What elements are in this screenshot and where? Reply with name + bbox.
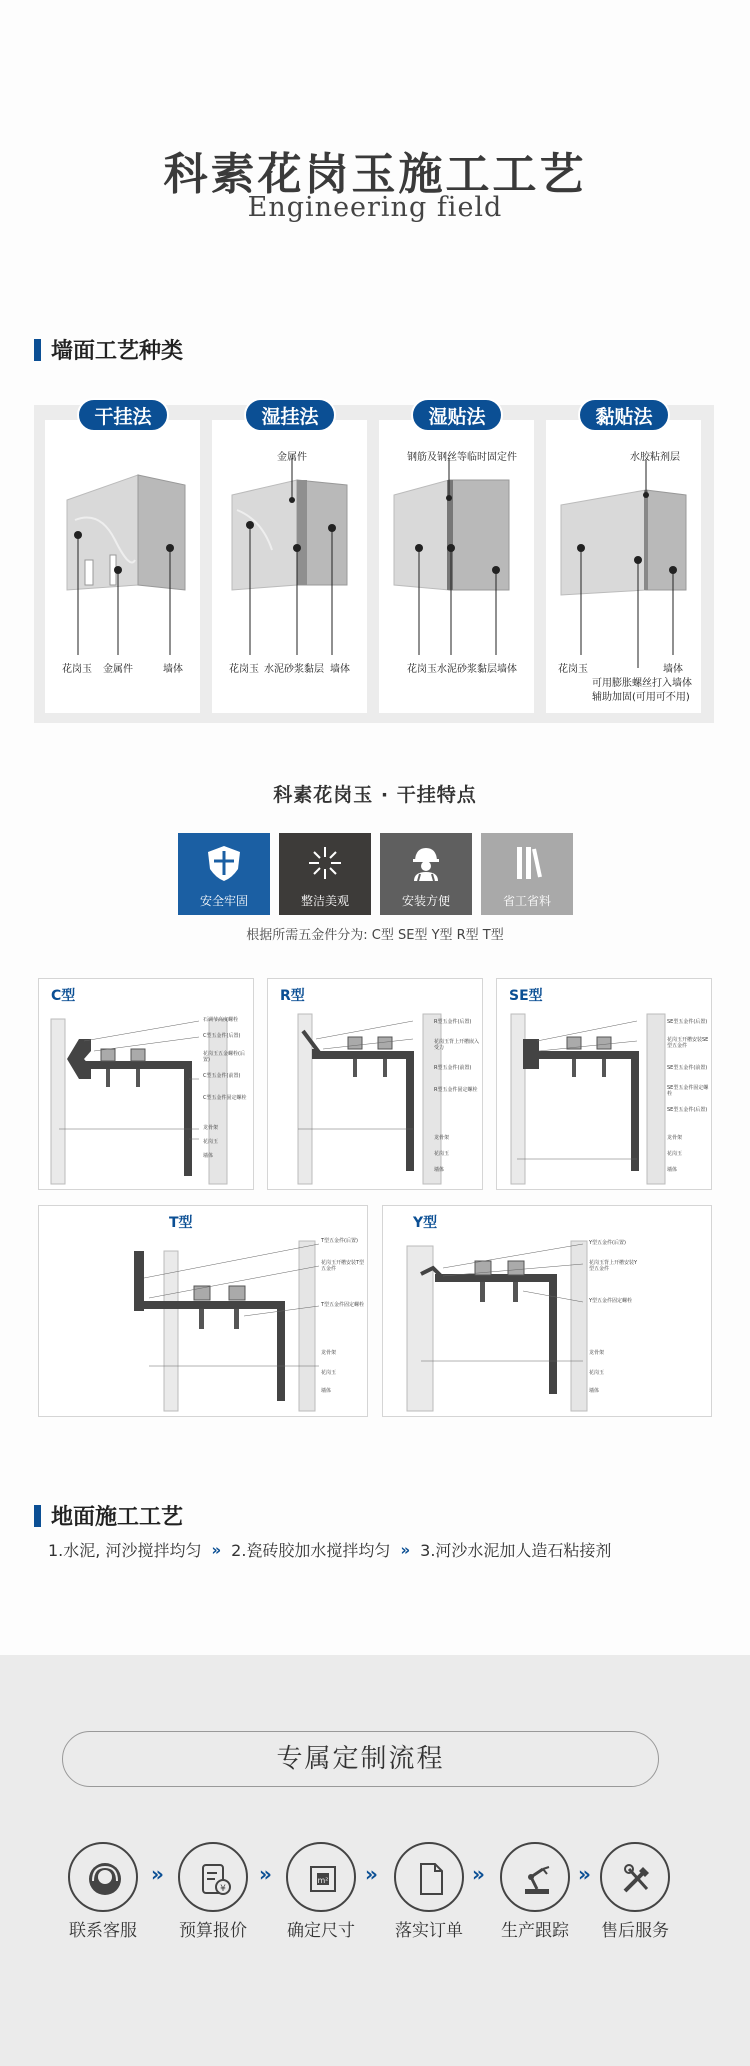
measure-icon	[303, 1859, 343, 1899]
heading-accent-bar	[34, 1505, 41, 1527]
step-place-order[interactable]	[394, 1842, 464, 1912]
diagram-t-type	[38, 1205, 368, 1417]
sparkle-icon	[305, 843, 345, 883]
feature-save-cost	[481, 833, 573, 915]
diagram-label: 墙体	[667, 1167, 678, 1173]
method-label: 钢筋及钢丝等临时固定件	[407, 452, 517, 463]
feature-label: 安全牢固	[199, 894, 248, 908]
diagram-label: 龙骨架	[434, 1135, 450, 1141]
method-tab-wet-paste[interactable]: 湿贴法	[411, 398, 503, 432]
diagram-label: C型五金件(前置)	[203, 1073, 241, 1079]
diagram-label: Y型五金件(后置)	[589, 1240, 626, 1246]
method-label: 水泥砂浆黏层	[437, 664, 497, 675]
step-confirm-size[interactable]	[286, 1842, 356, 1912]
heading-accent-bar	[34, 339, 41, 361]
worker-icon	[406, 843, 446, 883]
t-type-hardware-illustration	[39, 1206, 369, 1418]
svg-text:m²: m²	[317, 1876, 329, 1885]
method-label: 墙体	[330, 664, 350, 675]
floor-section-title: 地面施工工艺	[51, 1505, 184, 1530]
y-type-hardware-illustration	[383, 1206, 713, 1418]
diagram-label: 墙体	[203, 1153, 214, 1159]
method-label: 墙体	[663, 664, 683, 675]
diagram-label: 花岗玉	[321, 1370, 337, 1376]
diagram-label: 花岗玉	[589, 1370, 605, 1376]
diagram-c-type	[38, 978, 254, 1190]
diagram-label: 花岗玉开槽安装T型五金件	[321, 1260, 365, 1272]
feature-clean	[279, 833, 371, 915]
step-label: 售后服务	[601, 1921, 669, 1941]
method-label: 水胶粘剂层	[630, 452, 680, 463]
custom-flow-title: 专属定制流程	[62, 1731, 659, 1787]
double-arrow-icon: »	[400, 1540, 411, 1559]
diagram-label: SE型五金件(后置)	[667, 1107, 708, 1113]
step-label: 预算报价	[179, 1921, 247, 1941]
method-label: 花岗玉	[558, 664, 588, 675]
tools-icon	[617, 1859, 657, 1899]
diagram-tag: SE型	[509, 988, 543, 1004]
method-card-dry-hanging	[45, 420, 200, 713]
step-contact-service[interactable]	[68, 1842, 138, 1912]
method-label: 墙体	[497, 664, 517, 675]
step-label: 联系客服	[69, 1921, 137, 1941]
svg-text:¥: ¥	[220, 1884, 226, 1894]
shield-icon	[204, 843, 244, 883]
feature-safe	[178, 833, 270, 915]
diagram-label: 花岗玉背上开槽嵌入受力	[434, 1039, 480, 1051]
method-tab-adhesive[interactable]: 黏贴法	[578, 398, 670, 432]
diagram-label: R型五金件固定螺栓	[434, 1087, 478, 1093]
floor-step: 3.河沙水泥加人造石粘接剂	[420, 1541, 612, 1560]
double-arrow-icon: »	[578, 1862, 591, 1886]
method-label: 墙体	[163, 664, 183, 675]
wall-section-heading	[34, 334, 183, 365]
robot-arm-icon	[517, 1859, 557, 1899]
double-arrow-icon: »	[472, 1862, 485, 1886]
method-label: 花岗玉	[229, 664, 259, 675]
step-after-sales[interactable]	[600, 1842, 670, 1912]
diagram-label: R型五金件(后置)	[434, 1019, 472, 1025]
diagram-label: C型五金件固定螺栓	[203, 1095, 247, 1101]
tools-icon	[507, 843, 547, 883]
r-type-hardware-illustration	[268, 979, 484, 1191]
double-arrow-icon: »	[259, 1862, 272, 1886]
diagram-tag: T型	[169, 1215, 193, 1231]
method-label: 花岗玉	[62, 664, 92, 675]
diagram-label: 墙体	[434, 1167, 445, 1173]
method-label: 水泥砂浆黏层	[264, 664, 324, 675]
diagram-label: 龙骨架	[589, 1350, 605, 1356]
diagram-label: 花岗玉开槽安装SE型五金件	[667, 1037, 709, 1049]
double-arrow-icon: »	[211, 1540, 222, 1559]
double-arrow-icon: »	[365, 1862, 378, 1886]
budget-icon	[195, 1859, 235, 1899]
features-title: 科素花岗玉 · 干挂特点	[273, 784, 477, 806]
floor-section-heading	[34, 1500, 183, 1531]
diagram-label: T型五金件(后置)	[321, 1238, 358, 1244]
diagram-label: 花岗玉	[203, 1139, 219, 1145]
diagram-y-type	[382, 1205, 712, 1417]
diagram-tag: Y型	[413, 1215, 438, 1231]
diagram-label: T型五金件固定螺栓	[321, 1302, 365, 1308]
diagram-r-type	[267, 978, 483, 1190]
page-subtitle: Engineering field	[247, 192, 503, 223]
diagram-label: 龙骨架	[667, 1135, 683, 1141]
step-label: 生产跟踪	[501, 1921, 569, 1941]
feature-label: 整洁美观	[300, 894, 349, 908]
diagram-label: 龙骨架	[203, 1125, 219, 1131]
method-label: 花岗玉	[407, 664, 437, 675]
diagram-label: SE型五金件固定螺栓	[667, 1085, 709, 1097]
diagram-label: Y型五金件固定螺栓	[589, 1298, 633, 1304]
diagram-label: 墙体	[321, 1388, 332, 1394]
method-tab-dry-hanging[interactable]: 干挂法	[77, 398, 169, 432]
method-card-adhesive	[546, 420, 701, 713]
page-title: 科素花岗玉施工工艺	[163, 149, 587, 200]
wall-section-title: 墙面工艺种类	[51, 339, 184, 364]
diagram-se-type	[496, 978, 712, 1190]
method-card-wet-paste	[379, 420, 534, 713]
diagram-label: 石调节高度螺栓	[203, 1017, 239, 1023]
diagram-label: 花岗玉	[434, 1151, 450, 1157]
floor-step: 1.水泥, 河沙搅拌均匀	[48, 1541, 202, 1560]
step-production-tracking[interactable]	[500, 1842, 570, 1912]
feature-easy-install	[380, 833, 472, 915]
diagram-label: 花岗玉背上开槽安装Y型五金件	[589, 1260, 638, 1272]
feature-label: 省工省料	[502, 894, 551, 908]
method-tab-wet-hanging[interactable]: 湿挂法	[244, 398, 336, 432]
c-type-hardware-illustration	[39, 979, 255, 1191]
headset-icon	[85, 1859, 125, 1899]
diagram-label: 花岗玉	[667, 1151, 683, 1157]
diagram-label: SE型五金件(后置)	[667, 1019, 708, 1025]
floor-steps	[48, 1538, 611, 1561]
diagram-label: 花岗玉五金螺栓(后置)	[203, 1051, 245, 1063]
diagram-tag: R型	[280, 988, 305, 1004]
diagram-label: SE型五金件(前置)	[667, 1065, 708, 1071]
diagram-label: 龙骨架	[321, 1350, 337, 1356]
step-label: 确定尺寸	[287, 1921, 355, 1941]
method-label: 金属件	[103, 664, 133, 675]
double-arrow-icon: »	[151, 1862, 164, 1886]
step-budget-quote[interactable]	[178, 1842, 248, 1912]
feature-label: 安装方便	[401, 894, 450, 908]
diagram-tag: C型	[51, 988, 76, 1004]
method-label: 辅助加固(可用可不用)	[592, 692, 690, 703]
method-card-wet-hanging	[212, 420, 367, 713]
method-label: 可用膨胀螺丝打入墙体	[592, 678, 692, 689]
document-icon	[411, 1859, 451, 1899]
diagram-label: 墙体	[589, 1388, 600, 1394]
hardware-types-note: 根据所需五金件分为: C型 SE型 Y型 R型 T型	[246, 928, 504, 943]
diagram-label: R型五金件(前置)	[434, 1065, 472, 1071]
diagram-label: C型五金件(后置)	[203, 1033, 241, 1039]
method-label: 金属件	[277, 452, 307, 463]
step-label: 落实订单	[395, 1921, 463, 1941]
floor-step: 2.瓷砖胶加水搅拌均匀	[231, 1541, 391, 1560]
